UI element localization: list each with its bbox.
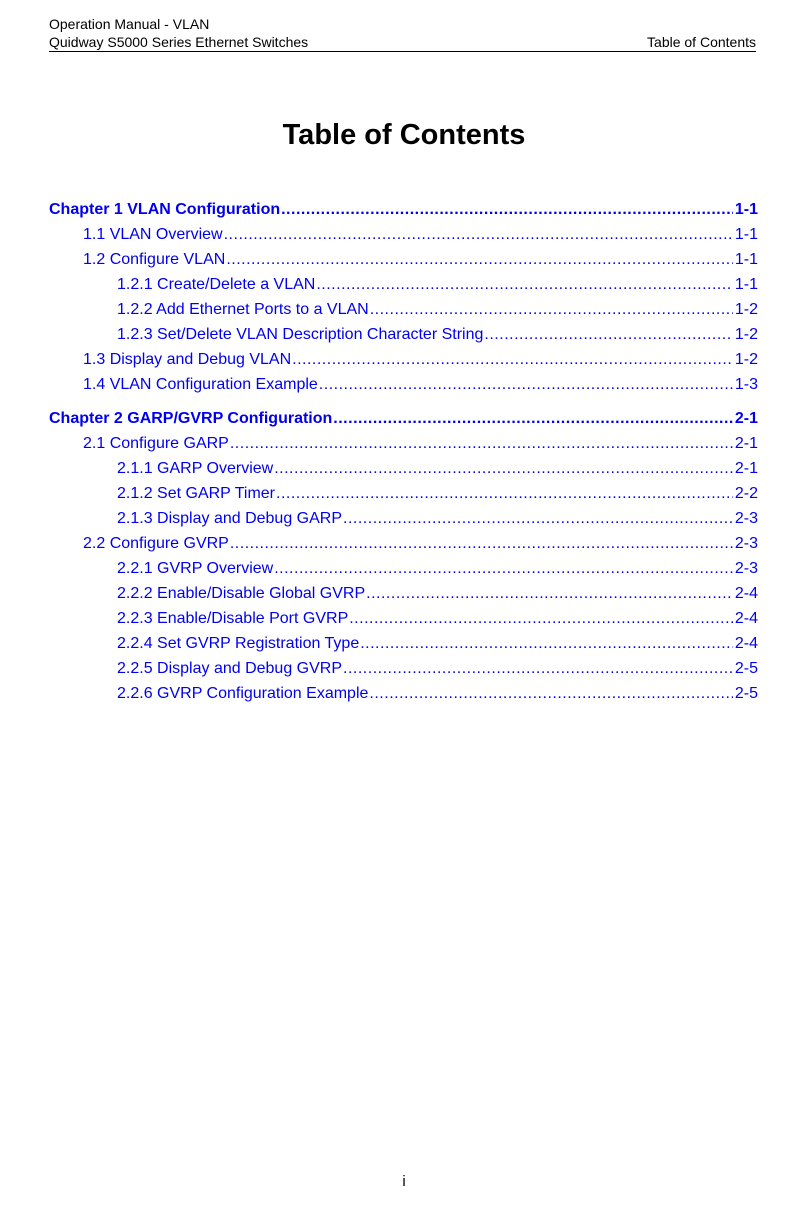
toc-entry-page: 2-2	[734, 485, 758, 502]
toc-entry-title: 1.2.3 Set/Delete VLAN Description Character String	[117, 326, 484, 343]
toc-chapter-link[interactable]	[49, 198, 758, 222]
toc-entry-title: 2.1.3 Display and Debug GARP	[117, 510, 343, 527]
toc-dot-leader	[274, 557, 733, 581]
toc-dot-leader	[343, 507, 733, 531]
toc-entry-title: 1.2.1 Create/Delete a VLAN	[117, 276, 316, 293]
toc-section-link[interactable]	[117, 632, 758, 656]
toc-dot-leader	[369, 682, 732, 706]
toc-entry-title: 2.1 Configure GARP	[83, 435, 229, 452]
toc-entry-title: 2.1.1 GARP Overview	[117, 460, 274, 477]
toc-dot-leader	[230, 432, 733, 456]
toc-section-link[interactable]	[117, 557, 758, 581]
toc-dot-leader	[224, 223, 733, 247]
toc-entry-page: 1-1	[734, 226, 758, 243]
running-header	[49, 16, 756, 52]
toc-entry-title: 1.2 Configure VLAN	[83, 251, 226, 268]
toc-entry-page: 2-1	[734, 435, 758, 452]
toc-entry-page: 1-1	[734, 201, 758, 218]
toc-entry-page: 2-4	[734, 635, 758, 652]
toc-entry-title: 1.4 VLAN Configuration Example	[83, 376, 318, 393]
toc-chapter-link[interactable]	[49, 407, 758, 431]
toc-section-link[interactable]	[117, 273, 758, 297]
toc-section-link[interactable]	[117, 582, 758, 606]
toc-section-link[interactable]	[83, 248, 758, 272]
toc-dot-leader	[370, 298, 733, 322]
toc-dot-leader	[226, 248, 733, 272]
header-section-name: Table of Contents	[647, 34, 756, 50]
toc-entry-title: 1.2.2 Add Ethernet Ports to a VLAN	[117, 301, 369, 318]
toc-entry-title: 2.2 Configure GVRP	[83, 535, 229, 552]
page-number: i	[402, 1173, 406, 1190]
toc-section-link[interactable]	[117, 323, 758, 347]
toc-entry-page: 2-3	[734, 535, 758, 552]
header-product-name: Quidway S5000 Series Ethernet Switches	[49, 34, 309, 50]
toc-section-link[interactable]	[117, 682, 758, 706]
toc-dot-leader	[276, 482, 733, 506]
toc-entry-page: 2-3	[734, 510, 758, 527]
toc-entry-title: 1.1 VLAN Overview	[83, 226, 223, 243]
toc-entry-page: 2-5	[734, 685, 758, 702]
toc-dot-leader	[360, 632, 733, 656]
toc-entry-title: 2.2.2 Enable/Disable Global GVRP	[117, 585, 366, 602]
toc-entry-title: 2.2.1 GVRP Overview	[117, 560, 274, 577]
toc-section-link[interactable]	[83, 348, 758, 372]
toc-section-link[interactable]	[83, 373, 758, 397]
toc-dot-leader	[333, 407, 733, 431]
toc-dot-leader	[343, 657, 733, 681]
toc-entry-page: 2-1	[734, 410, 758, 427]
toc-section-link[interactable]	[117, 298, 758, 322]
toc-entry-page: 1-3	[734, 376, 758, 393]
toc-entry-title: 2.2.3 Enable/Disable Port GVRP	[117, 610, 349, 627]
toc-entry-page: 2-4	[734, 585, 758, 602]
toc-dot-leader	[484, 323, 732, 347]
toc-entry-page: 1-1	[734, 251, 758, 268]
toc-entry-page: 2-3	[734, 560, 758, 577]
toc-dot-leader	[366, 582, 733, 606]
toc-dot-leader	[316, 273, 733, 297]
toc-section-link[interactable]	[117, 457, 758, 481]
toc-section-link[interactable]	[83, 223, 758, 247]
toc-section-link[interactable]	[117, 507, 758, 531]
toc-dot-leader	[292, 348, 733, 372]
toc-dot-leader	[349, 607, 733, 631]
toc-section-link[interactable]	[117, 657, 758, 681]
toc-entry-page: 1-2	[734, 351, 758, 368]
toc-section-link[interactable]	[83, 532, 758, 556]
toc-entry-page: 1-1	[734, 276, 758, 293]
toc-entry-title: 2.2.5 Display and Debug GVRP	[117, 660, 343, 677]
toc-dot-leader	[281, 198, 733, 222]
header-manual-title: Operation Manual - VLAN	[49, 16, 210, 32]
toc-entry-title: Chapter 1 VLAN Configuration	[49, 201, 281, 218]
toc-dot-leader	[230, 532, 733, 556]
toc-entry-page: 2-4	[734, 610, 758, 627]
toc-entry-page: 1-2	[734, 301, 758, 318]
toc-entry-title: 2.1.2 Set GARP Timer	[117, 485, 275, 502]
toc-entry-title: 1.3 Display and Debug VLAN	[83, 351, 292, 368]
toc-section-link[interactable]	[83, 432, 758, 456]
toc-entry-page: 1-2	[734, 326, 758, 343]
toc-entry-page: 2-5	[734, 660, 758, 677]
toc-section-link[interactable]	[117, 482, 758, 506]
toc-entry-page: 2-1	[734, 460, 758, 477]
toc-section-link[interactable]	[117, 607, 758, 631]
toc-entry-title: 2.2.4 Set GVRP Registration Type	[117, 635, 360, 652]
toc-dot-leader	[274, 457, 733, 481]
toc-entry-title: Chapter 2 GARP/GVRP Configuration	[49, 410, 333, 427]
toc-dot-leader	[319, 373, 733, 397]
toc-entry-title: 2.2.6 GVRP Configuration Example	[117, 685, 369, 702]
page-title: Table of Contents	[282, 119, 526, 151]
